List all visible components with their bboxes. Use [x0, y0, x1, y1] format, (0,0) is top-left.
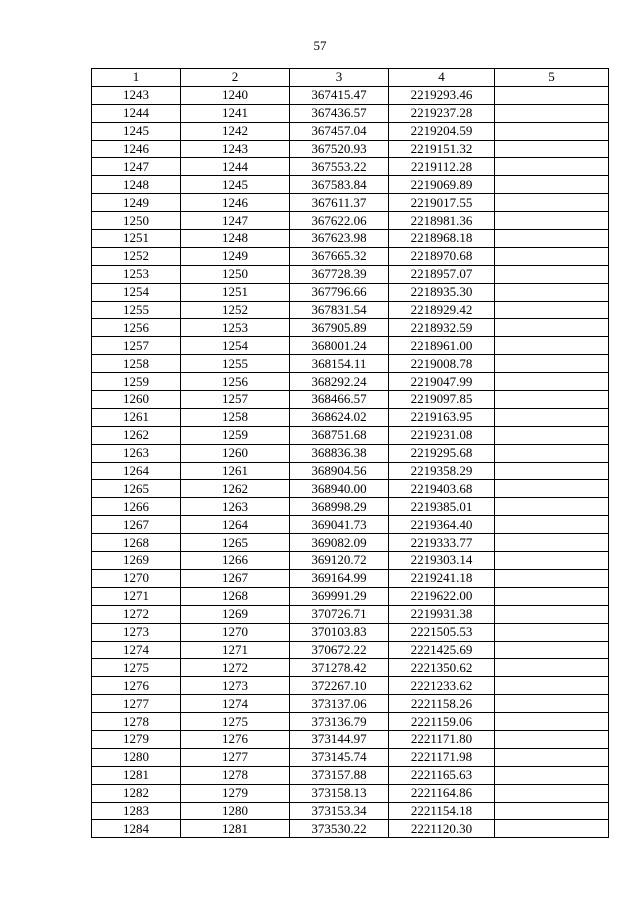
- table-row: [92, 820, 609, 838]
- cell-prev-number: 1277: [181, 748, 290, 766]
- cell-note: [495, 766, 609, 784]
- cell-x-coordinate: 369991.29: [290, 587, 389, 605]
- cell-prev-number: 1244: [181, 158, 290, 176]
- cell-y-coordinate: 2219295.68: [389, 444, 495, 462]
- cell-prev-number: 1264: [181, 516, 290, 534]
- cell-y-coordinate: 2219241.18: [389, 569, 495, 587]
- table-row: [92, 587, 609, 605]
- cell-prev-number: 1251: [181, 283, 290, 301]
- cell-y-coordinate: 2221505.53: [389, 623, 495, 641]
- cell-x-coordinate: 368001.24: [290, 337, 389, 355]
- cell-point-number: 1248: [92, 176, 181, 194]
- table-row: [92, 86, 609, 104]
- cell-y-coordinate: 2219622.00: [389, 587, 495, 605]
- cell-note: [495, 623, 609, 641]
- table-row: [92, 802, 609, 820]
- cell-point-number: 1247: [92, 158, 181, 176]
- cell-point-number: 1270: [92, 569, 181, 587]
- cell-point-number: 1274: [92, 641, 181, 659]
- column-header: 1: [92, 69, 181, 87]
- cell-prev-number: 1255: [181, 355, 290, 373]
- table-row: [92, 373, 609, 391]
- table-row: [92, 677, 609, 695]
- cell-note: [495, 820, 609, 838]
- cell-y-coordinate: 2221425.69: [389, 641, 495, 659]
- table-row: [92, 194, 609, 212]
- cell-note: [495, 391, 609, 409]
- cell-x-coordinate: 368292.24: [290, 373, 389, 391]
- cell-y-coordinate: 2221164.86: [389, 784, 495, 802]
- cell-x-coordinate: 367905.89: [290, 319, 389, 337]
- cell-prev-number: 1263: [181, 498, 290, 516]
- cell-prev-number: 1276: [181, 730, 290, 748]
- cell-prev-number: 1241: [181, 104, 290, 122]
- cell-note: [495, 569, 609, 587]
- cell-note: [495, 587, 609, 605]
- cell-point-number: 1267: [92, 516, 181, 534]
- cell-y-coordinate: 2221350.62: [389, 659, 495, 677]
- cell-point-number: 1244: [92, 104, 181, 122]
- cell-note: [495, 784, 609, 802]
- cell-x-coordinate: 373136.79: [290, 713, 389, 731]
- coordinates-table: [91, 68, 609, 838]
- cell-y-coordinate: 2221158.26: [389, 695, 495, 713]
- table-row: [92, 730, 609, 748]
- cell-x-coordinate: 367728.39: [290, 265, 389, 283]
- cell-note: [495, 176, 609, 194]
- cell-point-number: 1260: [92, 391, 181, 409]
- cell-x-coordinate: 368940.00: [290, 480, 389, 498]
- cell-prev-number: 1254: [181, 337, 290, 355]
- cell-y-coordinate: 2219097.85: [389, 391, 495, 409]
- cell-point-number: 1280: [92, 748, 181, 766]
- cell-note: [495, 212, 609, 230]
- cell-point-number: 1259: [92, 373, 181, 391]
- cell-prev-number: 1259: [181, 426, 290, 444]
- cell-x-coordinate: 368154.11: [290, 355, 389, 373]
- cell-point-number: 1268: [92, 534, 181, 552]
- cell-note: [495, 265, 609, 283]
- table-row: [92, 301, 609, 319]
- table-row: [92, 247, 609, 265]
- table-header-row: [92, 69, 609, 87]
- cell-point-number: 1266: [92, 498, 181, 516]
- cell-note: [495, 695, 609, 713]
- table-row: [92, 444, 609, 462]
- cell-y-coordinate: 2219237.28: [389, 104, 495, 122]
- cell-note: [495, 605, 609, 623]
- cell-prev-number: 1274: [181, 695, 290, 713]
- cell-y-coordinate: 2218935.30: [389, 283, 495, 301]
- table-row: [92, 695, 609, 713]
- table-row: [92, 569, 609, 587]
- cell-y-coordinate: 2221120.30: [389, 820, 495, 838]
- cell-prev-number: 1271: [181, 641, 290, 659]
- cell-prev-number: 1245: [181, 176, 290, 194]
- cell-note: [495, 301, 609, 319]
- cell-point-number: 1272: [92, 605, 181, 623]
- cell-prev-number: 1266: [181, 552, 290, 570]
- cell-prev-number: 1272: [181, 659, 290, 677]
- cell-prev-number: 1242: [181, 122, 290, 140]
- cell-y-coordinate: 2219231.08: [389, 426, 495, 444]
- cell-y-coordinate: 2219293.46: [389, 86, 495, 104]
- cell-note: [495, 802, 609, 820]
- cell-point-number: 1254: [92, 283, 181, 301]
- column-header: 3: [290, 69, 389, 87]
- cell-prev-number: 1269: [181, 605, 290, 623]
- cell-x-coordinate: 367611.37: [290, 194, 389, 212]
- cell-x-coordinate: 370103.83: [290, 623, 389, 641]
- cell-y-coordinate: 2219303.14: [389, 552, 495, 570]
- cell-x-coordinate: 368904.56: [290, 462, 389, 480]
- cell-point-number: 1263: [92, 444, 181, 462]
- cell-point-number: 1282: [92, 784, 181, 802]
- cell-prev-number: 1278: [181, 766, 290, 784]
- cell-x-coordinate: 369082.09: [290, 534, 389, 552]
- cell-point-number: 1277: [92, 695, 181, 713]
- cell-prev-number: 1275: [181, 713, 290, 731]
- cell-point-number: 1251: [92, 230, 181, 248]
- table-row: [92, 104, 609, 122]
- cell-x-coordinate: 373530.22: [290, 820, 389, 838]
- cell-note: [495, 534, 609, 552]
- cell-x-coordinate: 371278.42: [290, 659, 389, 677]
- cell-prev-number: 1252: [181, 301, 290, 319]
- cell-prev-number: 1243: [181, 140, 290, 158]
- cell-note: [495, 230, 609, 248]
- cell-prev-number: 1257: [181, 391, 290, 409]
- table-row: [92, 766, 609, 784]
- cell-prev-number: 1267: [181, 569, 290, 587]
- cell-point-number: 1284: [92, 820, 181, 838]
- cell-y-coordinate: 2219931.38: [389, 605, 495, 623]
- cell-x-coordinate: 367583.84: [290, 176, 389, 194]
- cell-y-coordinate: 2219333.77: [389, 534, 495, 552]
- cell-y-coordinate: 2218968.18: [389, 230, 495, 248]
- cell-x-coordinate: 368751.68: [290, 426, 389, 444]
- table-row: [92, 516, 609, 534]
- table-row: [92, 283, 609, 301]
- cell-x-coordinate: 368998.29: [290, 498, 389, 516]
- cell-note: [495, 426, 609, 444]
- cell-x-coordinate: 367436.57: [290, 104, 389, 122]
- cell-note: [495, 355, 609, 373]
- table-row: [92, 659, 609, 677]
- column-header: 5: [495, 69, 609, 87]
- cell-prev-number: 1270: [181, 623, 290, 641]
- cell-prev-number: 1262: [181, 480, 290, 498]
- cell-note: [495, 748, 609, 766]
- cell-y-coordinate: 2218981.36: [389, 212, 495, 230]
- cell-point-number: 1252: [92, 247, 181, 265]
- table-row: [92, 498, 609, 516]
- cell-x-coordinate: 370726.71: [290, 605, 389, 623]
- cell-point-number: 1279: [92, 730, 181, 748]
- cell-point-number: 1243: [92, 86, 181, 104]
- table-row: [92, 355, 609, 373]
- cell-point-number: 1253: [92, 265, 181, 283]
- cell-y-coordinate: 2221171.98: [389, 748, 495, 766]
- cell-y-coordinate: 2219008.78: [389, 355, 495, 373]
- cell-point-number: 1271: [92, 587, 181, 605]
- cell-point-number: 1258: [92, 355, 181, 373]
- cell-y-coordinate: 2221165.63: [389, 766, 495, 784]
- cell-prev-number: 1246: [181, 194, 290, 212]
- cell-x-coordinate: 373144.97: [290, 730, 389, 748]
- cell-prev-number: 1256: [181, 373, 290, 391]
- cell-note: [495, 194, 609, 212]
- cell-y-coordinate: 2219017.55: [389, 194, 495, 212]
- cell-note: [495, 677, 609, 695]
- cell-note: [495, 641, 609, 659]
- cell-prev-number: 1247: [181, 212, 290, 230]
- cell-prev-number: 1280: [181, 802, 290, 820]
- cell-x-coordinate: 367520.93: [290, 140, 389, 158]
- cell-y-coordinate: 2221154.18: [389, 802, 495, 820]
- cell-point-number: 1281: [92, 766, 181, 784]
- cell-note: [495, 247, 609, 265]
- cell-x-coordinate: 369120.72: [290, 552, 389, 570]
- cell-y-coordinate: 2218932.59: [389, 319, 495, 337]
- table-row: [92, 337, 609, 355]
- table-row: [92, 605, 609, 623]
- cell-prev-number: 1253: [181, 319, 290, 337]
- table-row: [92, 748, 609, 766]
- cell-note: [495, 104, 609, 122]
- cell-prev-number: 1250: [181, 265, 290, 283]
- table-body: [92, 69, 609, 838]
- cell-point-number: 1256: [92, 319, 181, 337]
- cell-prev-number: 1281: [181, 820, 290, 838]
- cell-prev-number: 1240: [181, 86, 290, 104]
- cell-point-number: 1265: [92, 480, 181, 498]
- cell-note: [495, 730, 609, 748]
- cell-note: [495, 319, 609, 337]
- cell-point-number: 1269: [92, 552, 181, 570]
- cell-note: [495, 140, 609, 158]
- cell-point-number: 1246: [92, 140, 181, 158]
- cell-x-coordinate: 367622.06: [290, 212, 389, 230]
- cell-x-coordinate: 372267.10: [290, 677, 389, 695]
- table-row: [92, 534, 609, 552]
- table-row: [92, 265, 609, 283]
- cell-x-coordinate: 373137.06: [290, 695, 389, 713]
- cell-prev-number: 1273: [181, 677, 290, 695]
- table-row: [92, 176, 609, 194]
- cell-y-coordinate: 2221233.62: [389, 677, 495, 695]
- cell-point-number: 1278: [92, 713, 181, 731]
- cell-point-number: 1262: [92, 426, 181, 444]
- table-row: [92, 122, 609, 140]
- cell-y-coordinate: 2219385.01: [389, 498, 495, 516]
- cell-note: [495, 373, 609, 391]
- cell-x-coordinate: 367623.98: [290, 230, 389, 248]
- cell-x-coordinate: 370672.22: [290, 641, 389, 659]
- cell-y-coordinate: 2218957.07: [389, 265, 495, 283]
- cell-y-coordinate: 2218929.42: [389, 301, 495, 319]
- cell-note: [495, 337, 609, 355]
- cell-point-number: 1276: [92, 677, 181, 695]
- cell-point-number: 1255: [92, 301, 181, 319]
- table-row: [92, 212, 609, 230]
- cell-x-coordinate: 367415.47: [290, 86, 389, 104]
- cell-y-coordinate: 2219163.95: [389, 408, 495, 426]
- table-row: [92, 641, 609, 659]
- table-row: [92, 552, 609, 570]
- cell-note: [495, 283, 609, 301]
- cell-x-coordinate: 373157.88: [290, 766, 389, 784]
- cell-prev-number: 1279: [181, 784, 290, 802]
- cell-note: [495, 713, 609, 731]
- cell-y-coordinate: 2218970.68: [389, 247, 495, 265]
- cell-x-coordinate: 367796.66: [290, 283, 389, 301]
- cell-y-coordinate: 2218961.00: [389, 337, 495, 355]
- cell-point-number: 1249: [92, 194, 181, 212]
- cell-x-coordinate: 367457.04: [290, 122, 389, 140]
- cell-x-coordinate: 368836.38: [290, 444, 389, 462]
- cell-x-coordinate: 368624.02: [290, 408, 389, 426]
- table-row: [92, 462, 609, 480]
- cell-point-number: 1257: [92, 337, 181, 355]
- table-row: [92, 623, 609, 641]
- cell-x-coordinate: 373145.74: [290, 748, 389, 766]
- cell-point-number: 1264: [92, 462, 181, 480]
- cell-x-coordinate: 367665.32: [290, 247, 389, 265]
- cell-y-coordinate: 2221171.80: [389, 730, 495, 748]
- cell-point-number: 1261: [92, 408, 181, 426]
- cell-note: [495, 86, 609, 104]
- cell-prev-number: 1268: [181, 587, 290, 605]
- cell-note: [495, 516, 609, 534]
- cell-prev-number: 1265: [181, 534, 290, 552]
- cell-y-coordinate: 2219358.29: [389, 462, 495, 480]
- cell-note: [495, 158, 609, 176]
- cell-point-number: 1250: [92, 212, 181, 230]
- cell-y-coordinate: 2219204.59: [389, 122, 495, 140]
- cell-y-coordinate: 2219069.89: [389, 176, 495, 194]
- cell-point-number: 1273: [92, 623, 181, 641]
- cell-x-coordinate: 368466.57: [290, 391, 389, 409]
- cell-x-coordinate: 369164.99: [290, 569, 389, 587]
- cell-note: [495, 122, 609, 140]
- cell-y-coordinate: 2219364.40: [389, 516, 495, 534]
- cell-prev-number: 1261: [181, 462, 290, 480]
- table-row: [92, 230, 609, 248]
- cell-prev-number: 1258: [181, 408, 290, 426]
- table-row: [92, 426, 609, 444]
- cell-x-coordinate: 369041.73: [290, 516, 389, 534]
- cell-note: [495, 498, 609, 516]
- table-row: [92, 319, 609, 337]
- cell-y-coordinate: 2219047.99: [389, 373, 495, 391]
- table-row: [92, 784, 609, 802]
- table-row: [92, 158, 609, 176]
- cell-x-coordinate: 373153.34: [290, 802, 389, 820]
- cell-point-number: 1283: [92, 802, 181, 820]
- cell-y-coordinate: 2219151.32: [389, 140, 495, 158]
- cell-point-number: 1275: [92, 659, 181, 677]
- cell-note: [495, 444, 609, 462]
- cell-x-coordinate: 367831.54: [290, 301, 389, 319]
- cell-note: [495, 408, 609, 426]
- cell-prev-number: 1249: [181, 247, 290, 265]
- table-row: [92, 480, 609, 498]
- table-row: [92, 140, 609, 158]
- table-row: [92, 713, 609, 731]
- cell-x-coordinate: 373158.13: [290, 784, 389, 802]
- cell-y-coordinate: 2219112.28: [389, 158, 495, 176]
- table-row: [92, 391, 609, 409]
- cell-prev-number: 1248: [181, 230, 290, 248]
- cell-y-coordinate: 2219403.68: [389, 480, 495, 498]
- cell-note: [495, 462, 609, 480]
- cell-x-coordinate: 367553.22: [290, 158, 389, 176]
- table-row: [92, 408, 609, 426]
- cell-note: [495, 659, 609, 677]
- cell-y-coordinate: 2221159.06: [389, 713, 495, 731]
- cell-note: [495, 480, 609, 498]
- cell-prev-number: 1260: [181, 444, 290, 462]
- column-header: 4: [389, 69, 495, 87]
- page-number: 57: [313, 38, 327, 53]
- column-header: 2: [181, 69, 290, 87]
- cell-note: [495, 552, 609, 570]
- cell-point-number: 1245: [92, 122, 181, 140]
